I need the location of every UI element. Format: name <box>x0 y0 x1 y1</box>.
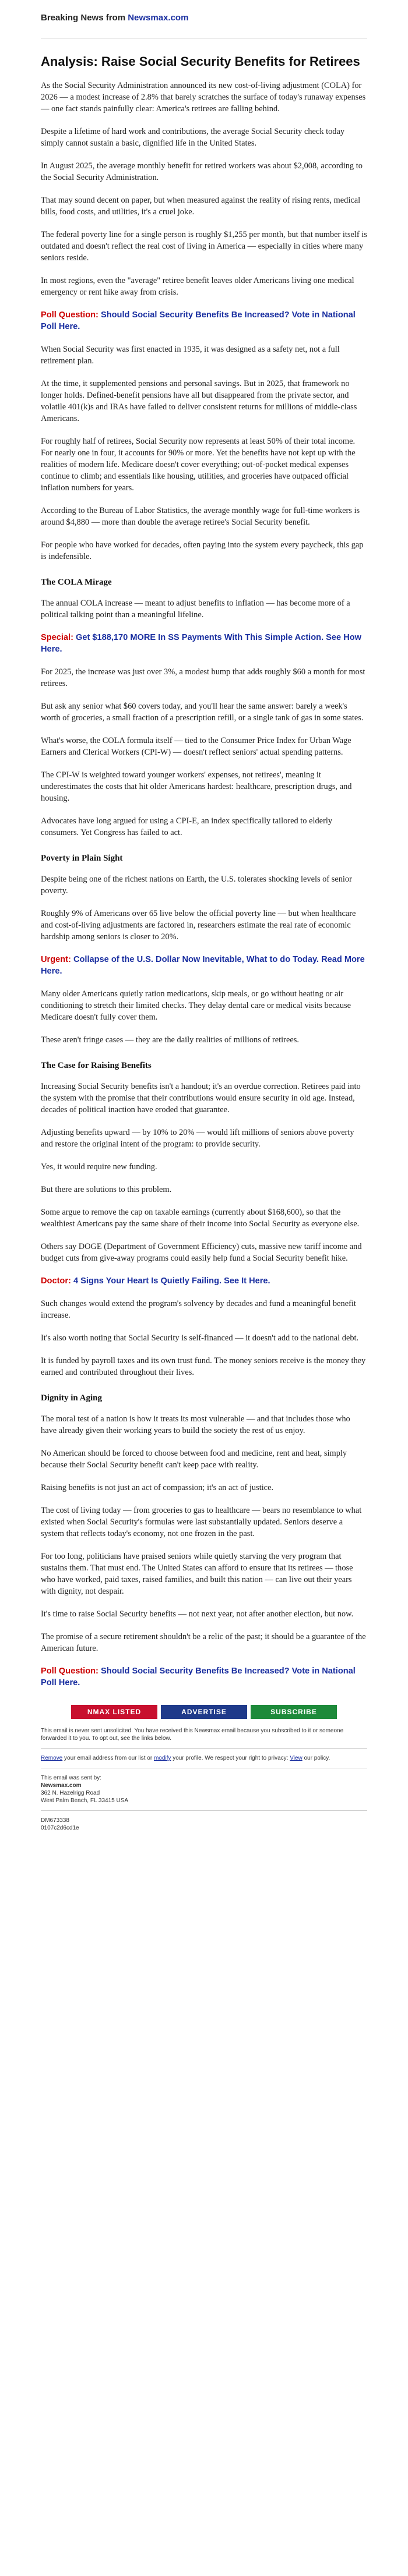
email-footer <box>41 1727 367 1832</box>
paragraph: At the time, it supplemented pensions and personal savings. But in 2025, that framework no longer holds. Defined-benefit pensions have all but disappeared from the private sector, and volatile 401(k)s and IRAs have failed to deliver consistent returns for millions of middle-class Americans. <box>41 379 357 423</box>
footer-button-row <box>41 1705 367 1730</box>
paragraph: The federal poverty line for a single person is roughly $1,255 per month, but that number itself is outdated and doesn't reflect the real cost of living in America — especially in cities where many seniors reside. <box>41 230 367 263</box>
paragraph: As the Social Security Administration announced its new cost-of-living adjustment (COLA) for 2026 — a modest increase of 2.8% that barely scratches the surface of today's runaway expenses — one fact stands painfully clear: America's retirees are falling behind. <box>41 81 366 114</box>
nmax-nyse-button[interactable]: NMAX LISTED NYSE <box>71 1705 157 1719</box>
paragraph: Roughly 9% of Americans over 65 live below the official poverty line — but when healthcare and cost-of-living adjustments are factored in, researchers estimate the real rate of economic hardship among seniors is closer to 20%. <box>41 909 356 942</box>
section-intro <box>41 80 367 298</box>
paragraph: Others say DOGE (Department of Government Efficiency) cuts, massive new tariff income and budget cuts from give-away programs could easily help fund a Social Security benefit hike. <box>41 1242 362 1263</box>
tracking-code-1: DM673338 <box>41 1817 69 1824</box>
address-line-2: West Palm Beach, FL 33415 USA <box>41 1797 129 1804</box>
paragraph: Many older Americans quietly ration medications, skip meals, or go without heating or air conditioning to stretch their limited checks. They delay dental care or medical visits because Medicare doesn't fully cover them. <box>41 989 351 1022</box>
footer-address <box>41 1774 367 1804</box>
paragraph: Such changes would extend the program's solvency by decades and fund a meaningful benefit increase. <box>41 1299 356 1320</box>
paragraph: According to the Bureau of Labor Statistics, the average monthly wage for full-time workers is around $4,880 — more than double the average retiree's Social Security benefit. <box>41 506 360 527</box>
promo-poll-question-bottom <box>41 1665 367 1689</box>
section-dignity-body <box>41 1413 367 1654</box>
article-title: Analysis: Raise Social Security Benefits for Retirees <box>41 54 360 69</box>
promo-link[interactable]: Collapse of the U.S. Dollar Now Inevitable, What to do Today. Read More Here. <box>41 955 365 976</box>
section-heading-case: The Case for Raising Benefits <box>41 1061 152 1070</box>
paragraph: Advocates have long argued for using a CPI-E, an index specifically tailored to elderly consumers. Yet Congress has failed to act. <box>41 816 333 837</box>
section-heading-poverty: Poverty in Plain Sight <box>41 854 123 863</box>
advertise-button[interactable]: ADVERTISE <box>161 1705 247 1719</box>
paragraph: Adjusting benefits upward — by 10% to 20% — would lift millions of seniors above poverty and restore the original intent of the program: to provide security. <box>41 1128 354 1149</box>
paragraph: What's worse, the COLA formula itself — tied to the Consumer Price Index for Urban Wage Earners and Clerical Workers (CPI-W) — doesn't reflect seniors' actual spending patterns. <box>41 736 351 757</box>
promo-urgent <box>41 954 367 977</box>
paragraph: For too long, politicians have praised seniors while quietly starving the very program that sustains them. That must end. The United States can afford to ensure that its retirees — those who have worked, paid taxes, raised families, and built this nation — can live out their years with dignity, not despair. <box>41 1552 353 1596</box>
paragraph: But ask any senior what $60 covers today, and you'll hear the same answer: barely a week's worth of groceries, a small fraction of a prescription refill, or a single tank of gas in some states. <box>41 702 364 723</box>
section-case-body <box>41 1081 367 1264</box>
modify-profile-link[interactable]: modify <box>153 1755 171 1761</box>
promo-link[interactable]: 4 Signs Your Heart Is Quietly Failing. See It Here. <box>73 1276 270 1286</box>
promo-tag: Special: <box>41 633 73 642</box>
sent-by-label: This email was sent by: <box>41 1775 101 1781</box>
promo-link[interactable]: Should Social Security Benefits Be Increased? Vote in National Poll Here. <box>41 310 356 331</box>
paragraph: For people who have worked for decades, often paying into the system every paycheck, this gap is indefensible. <box>41 540 364 561</box>
remove-link[interactable]: Remove <box>41 1755 63 1761</box>
paragraph: The annual COLA increase — meant to adjust benefits to inflation — has become more of a political talking point than a meaningful lifeline. <box>41 599 350 620</box>
paragraph: It's time to raise Social Security benefits — not next year, not after another election, but now. <box>41 1609 354 1619</box>
footer-divider <box>41 1810 367 1811</box>
paragraph: The CPI-W is weighted toward younger workers' expenses, not retirees', meaning it underestimates the costs that hit older Americans hardest: healthcare, prescription drugs, and housing. <box>41 770 352 803</box>
paragraph: The cost of living today — from groceries to gas to healthcare — bears no resemblance to what existed when Social Security's formulas were last substantially updated. Seniors deserve a system that reflects today's economy, not one frozen in the past. <box>41 1506 362 1538</box>
paragraph: Despite a lifetime of hard work and contributions, the average Social Security check today simply cannot sustain a basic, dignified life in the United States. <box>41 127 345 148</box>
promo-tag: Poll Question: <box>41 310 99 320</box>
breaking-news-header <box>41 13 367 23</box>
paragraph: In most regions, even the "average" retiree benefit leaves older Americans living one medical emergency or rent hike away from crisis. <box>41 276 354 297</box>
promo-doctor <box>41 1275 367 1287</box>
newsmax-brand-link[interactable]: Newsmax.com <box>128 13 189 23</box>
paragraph: For roughly half of retirees, Social Security now represents at least 50% of their total income. For nearly one in four, it accounts for 90% or more. Yet the benefits have not kept up with the realities of modern life. Medicare doesn't cover everything; out-of-pocket medical expenses continue to climb; and essentials like housing, utilities, and groceries have outpaced official inflation numbers for years. <box>41 437 356 493</box>
paragraph: It's also worth noting that Social Security is self-financed — it doesn't add to the national debt. <box>41 1333 359 1343</box>
promo-special <box>41 632 367 655</box>
subscribe-button[interactable]: SUBSCRIBE <box>251 1705 337 1719</box>
footer-unsubscribe-line <box>41 1754 367 1762</box>
promo-link[interactable]: Get $188,170 MORE In SS Payments With This Simple Action. See How Here. <box>41 633 362 654</box>
section-heading-dignity: Dignity in Aging <box>41 1393 103 1403</box>
promo-tag: Urgent: <box>41 955 71 964</box>
company-name: Newsmax.com <box>41 1782 82 1789</box>
privacy-policy-link[interactable]: View <box>290 1755 303 1761</box>
section-heading-cola: The COLA Mirage <box>41 578 112 587</box>
promo-poll-question <box>41 309 367 332</box>
address-line-1: 362 N. Hazelrigg Road <box>41 1790 100 1796</box>
paragraph: When Social Security was first enacted in 1935, it was designed as a safety net, not a full retirement plan. <box>41 345 340 366</box>
paragraph: That may sound decent on paper, but when measured against the reality of rising rents, medical bills, food costs, and utilities, it's a cruel joke. <box>41 196 361 217</box>
paragraph: Despite being one of the richest nations on Earth, the U.S. tolerates shocking levels of senior poverty. <box>41 875 352 896</box>
paragraph: These aren't fringe cases — they are the daily realities of millions of retirees. <box>41 1035 299 1045</box>
footer-divider <box>41 1748 367 1749</box>
paragraph: The moral test of a nation is how it treats its most vulnerable — and that includes those who have already given their working years to build the society the rest of us enjoy. <box>41 1414 350 1435</box>
email-body <box>41 0 367 1855</box>
paragraph: In August 2025, the average monthly benefit for retired workers was about $2,008, according to the Social Security Administration. <box>41 161 363 182</box>
footer-notice: This email is never sent unsolicited. You have received this Newsmax email because you subscribed to it or someone forwarded it to you. To opt out, see the links below. <box>41 1728 344 1742</box>
paragraph: The promise of a secure retirement shouldn't be a relic of the past; it should be a guarantee of the American future. <box>41 1632 366 1653</box>
footer-text: your email address from our list or <box>62 1755 154 1761</box>
promo-tag: Poll Question: <box>41 1666 99 1676</box>
paragraph: Yes, it would require new funding. <box>41 1162 157 1172</box>
promo-link[interactable]: Should Social Security Benefits Be Increased? Vote in National Poll Here. <box>41 1666 356 1687</box>
footer-text: our policy. <box>302 1755 330 1761</box>
section-cola-body <box>41 666 367 838</box>
footer-codes <box>41 1817 367 1832</box>
paragraph: Some argue to remove the cap on taxable earnings (currently about $168,600), so that the wealthiest Americans pay the same share of their income into Social Security as everyone else. <box>41 1208 360 1229</box>
paragraph: Increasing Social Security benefits isn't a handout; it's an overdue correction. Retirees paid into the system with the promise that their contributions would ensure security in old age. Instead, decades of political inaction have eroded that guarantee. <box>41 1082 361 1114</box>
breaking-news-prefix: Breaking News from <box>41 13 128 23</box>
section-history <box>41 344 367 562</box>
paragraph: It is funded by payroll taxes and its own trust fund. The money seniors receive is the money they earned and contributed throughout their lives. <box>41 1356 366 1377</box>
paragraph: But there are solutions to this problem. <box>41 1185 172 1194</box>
promo-tag: Doctor: <box>41 1276 71 1286</box>
paragraph: No American should be forced to choose between food and medicine, rent and heat, simply because their Social Security benefit can't keep pace with reality. <box>41 1449 347 1470</box>
paragraph: For 2025, the increase was just over 3%, a modest bump that adds roughly $60 a month for most retirees. <box>41 667 365 688</box>
tracking-code-2: 0107c2d6cd1e <box>41 1825 79 1831</box>
footer-text: your profile. We respect your right to privacy: <box>171 1755 290 1761</box>
paragraph: Raising benefits is not just an act of compassion; it's an act of justice. <box>41 1483 274 1492</box>
